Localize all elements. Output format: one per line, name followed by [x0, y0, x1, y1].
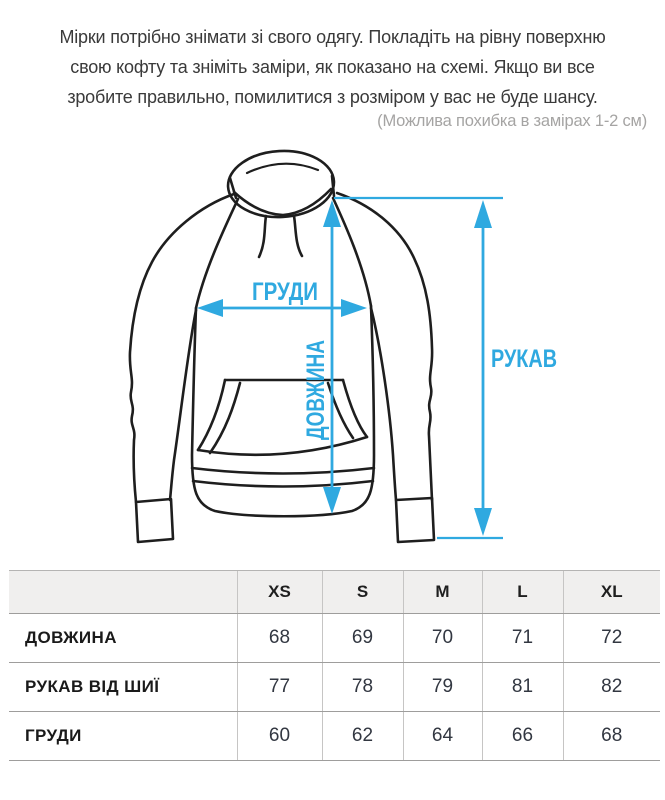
waistband-line-2 — [193, 481, 373, 487]
chest-m: 64 — [403, 712, 482, 761]
hood-collar — [226, 148, 335, 219]
pocket-opening-left-outer — [198, 380, 225, 450]
size-diagram — [0, 130, 665, 560]
table-row-sleeve — [9, 663, 660, 712]
drawstring-right — [294, 216, 302, 256]
sleeve-label: РУКАВ — [491, 345, 557, 373]
waistband-line-1 — [192, 468, 374, 474]
cuff-left — [136, 499, 173, 542]
length-l: 71 — [482, 614, 563, 663]
raglan-seam-right — [333, 198, 371, 306]
table-row-length — [9, 614, 660, 663]
chest-xl: 68 — [563, 712, 660, 761]
tolerance-note: (Можлива похибка в замірах 1-2 см) — [377, 112, 647, 130]
length-m: 70 — [403, 614, 482, 663]
size-table — [9, 570, 660, 761]
raglan-seam-left — [196, 199, 238, 308]
length-xl: 72 — [563, 614, 660, 663]
sleeve-xl: 82 — [563, 663, 660, 712]
intro-line-3: зробите правильно, помилитися з розміром у вас не буде шансу. — [67, 87, 598, 107]
length-label: ДОВЖИНА — [302, 308, 330, 440]
header-col-m: M — [403, 571, 482, 614]
header-col-xl: XL — [563, 571, 660, 614]
header-col-xs: XS — [237, 571, 322, 614]
intro-text — [0, 22, 665, 112]
sleeve-m: 79 — [403, 663, 482, 712]
hoodie-outline — [130, 148, 434, 542]
row-label-sleeve: РУКАВ ВІД ШИЇ — [9, 663, 237, 712]
pocket-bottom — [198, 437, 367, 455]
chest-l: 66 — [482, 712, 563, 761]
length-xs: 68 — [237, 614, 322, 663]
intro-line-2: свою кофту та зніміть заміри, як показано на схемі. Якщо ви все — [70, 57, 595, 77]
chest-s: 62 — [322, 712, 403, 761]
header-col-s: S — [322, 571, 403, 614]
table-row-chest — [9, 712, 660, 761]
sleeve-xs: 77 — [237, 663, 322, 712]
chest-xs: 60 — [237, 712, 322, 761]
intro-line-1: Мірки потрібно знімати зі свого одягу. Покладіть на рівну поверхню — [59, 27, 606, 47]
sleeve-l: 81 — [482, 663, 563, 712]
size-table-header-row — [9, 571, 660, 614]
cuff-right — [396, 498, 434, 542]
length-s: 69 — [322, 614, 403, 663]
row-label-length: ДОВЖИНА — [9, 614, 237, 663]
row-label-chest: ГРУДИ — [9, 712, 237, 761]
sleeve-s: 78 — [322, 663, 403, 712]
sleeve-measure-arrow — [334, 198, 503, 538]
header-col-l: L — [482, 571, 563, 614]
drawstring-left — [259, 216, 266, 257]
header-empty-cell — [9, 571, 237, 614]
chest-label: ГРУДИ — [252, 278, 318, 306]
hood-opening-arc — [247, 164, 318, 173]
